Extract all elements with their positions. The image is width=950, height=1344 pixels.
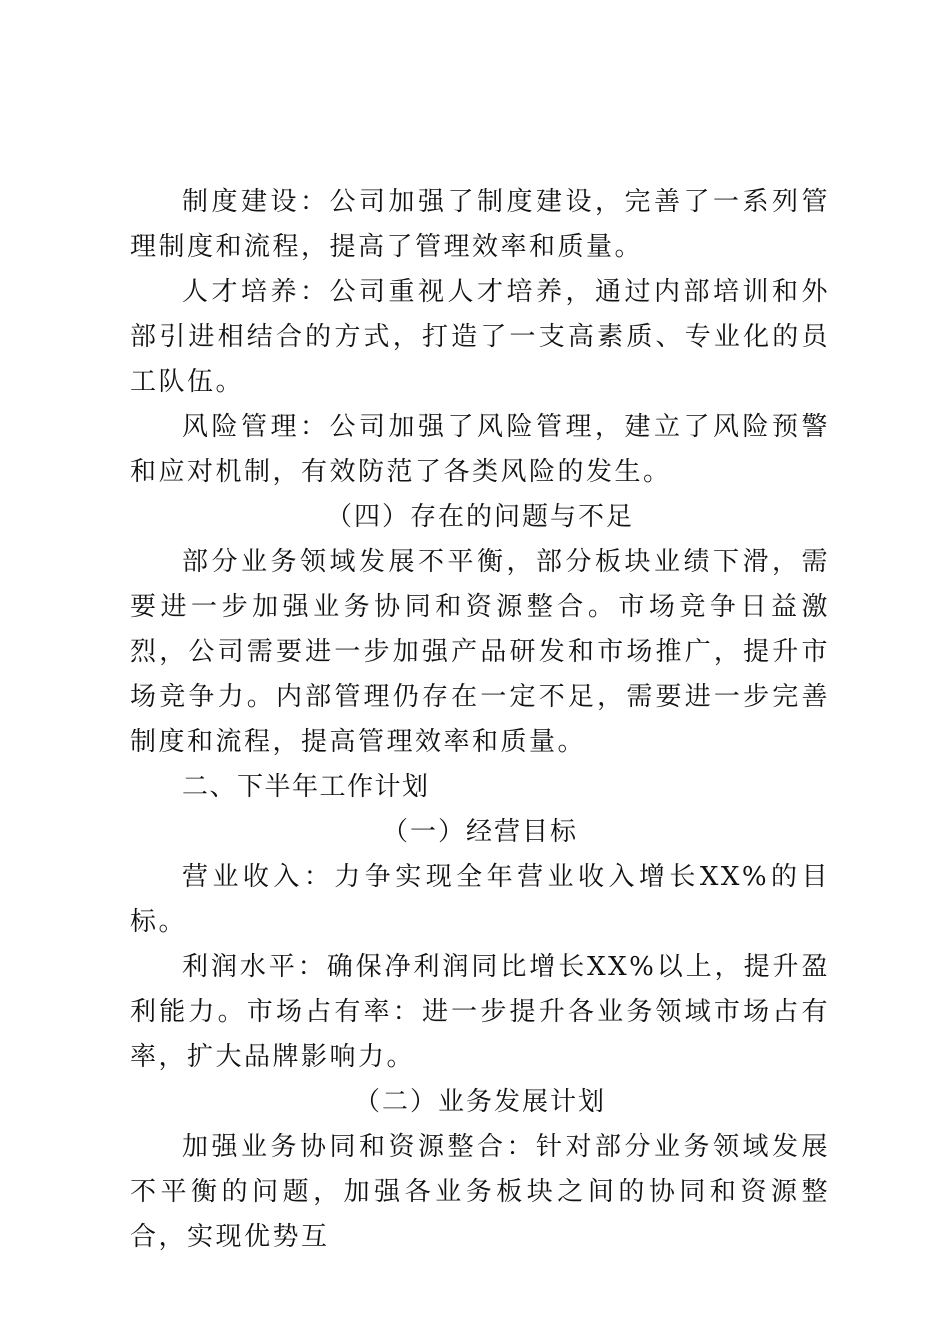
paragraph-talent-development: 人才培养：公司重视人才培养，通过内部培训和外部引进相结合的方式，打造了一支高素质、专业化的员工队伍。: [130, 277, 830, 397]
paragraph-system-building: 制度建设：公司加强了制度建设，完善了一系列管理制度和流程，提高了管理效率和质量。: [130, 187, 830, 262]
document-body: [130, 180, 830, 1260]
subheading-problems: （四）存在的问题与不足: [325, 502, 634, 532]
paragraph-problems: 部分业务领域发展不平衡，部分板块业绩下滑，需要进一步加强业务协同和资源整合。市场竞争日益激烈，公司需要进一步加强产品研发和市场推广，提升市场竞争力。内部管理仍存在一定不足，需要进一步完善制度和流程，提高管理效率和质量。: [130, 547, 830, 757]
subheading-business-goals: （一）经营目标: [381, 817, 578, 847]
section-heading-second-half-plan: 二、下半年工作计划: [182, 772, 430, 802]
paragraph-revenue-goal: 营业收入：力争实现全年营业收入增长XX%的目标。: [130, 862, 830, 937]
paragraph-business-synergy: 加强业务协同和资源整合：针对部分业务领域发展不平衡的问题，加强各业务板块之间的协同和资源整合，实现优势互: [130, 1132, 830, 1252]
paragraph-risk-management: 风险管理：公司加强了风险管理，建立了风险预警和应对机制，有效防范了各类风险的发生。: [130, 412, 830, 487]
paragraph-profit-goal: 利润水平：确保净利润同比增长XX%以上，提升盈利能力。市场占有率：进一步提升各业务领域市场占有率，扩大品牌影响力。: [130, 952, 830, 1072]
subheading-business-plan: （二）业务发展计划: [353, 1087, 606, 1117]
